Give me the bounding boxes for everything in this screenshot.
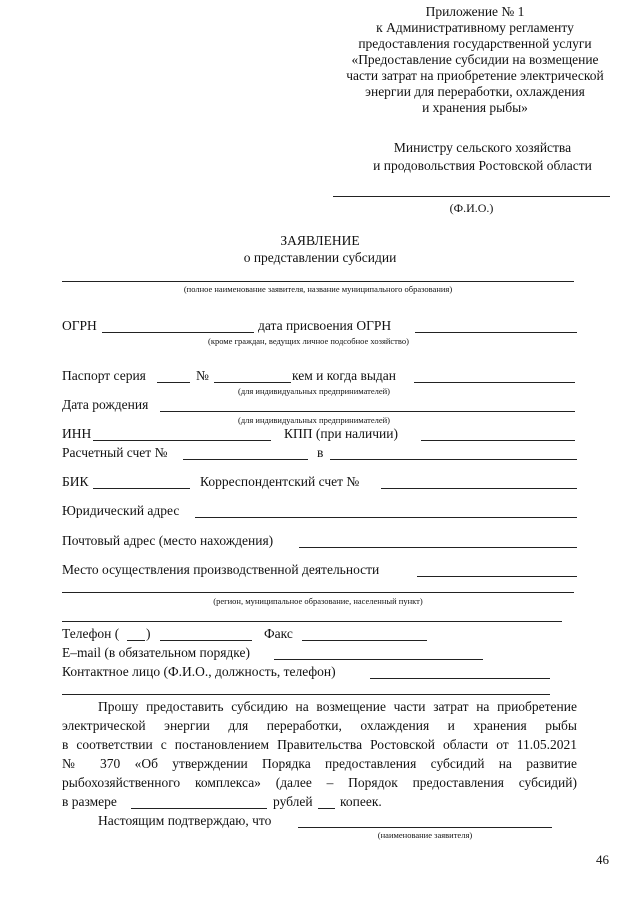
ogrn-date-label: дата присвоения ОГРН [258,318,392,333]
birth-date-caption: (для индивидуальных предпринимателей) [238,415,391,425]
body-line-2: электрической энергии для переработки, охлаждения и хранения рыбы [62,718,577,733]
addressee-fio-caption: (Ф.И.О.) [449,201,494,215]
phone-close: ) [146,626,151,641]
email-field[interactable] [274,659,483,660]
amount-kopecks-field[interactable] [318,808,335,809]
ogrn-field[interactable] [102,332,254,333]
passport-number-field[interactable] [214,382,291,383]
appendix-line-6: энергии для переработки, охлаждения [365,84,585,99]
activity-place-field[interactable] [417,576,577,577]
addressee-line-1: Министру сельского хозяйства [393,140,572,155]
bik-label: БИК [62,474,89,489]
activity-place-label: Место осуществления производственной деятельности [62,562,380,577]
passport-series-label: Паспорт серия [62,368,146,383]
birth-date-label: Дата рождения [62,397,149,412]
amount-kopecks-label: копеек. [340,794,382,809]
body-line-5: рыбохозяйственного комплекса» (далее – Порядок предоставления субсидий) [62,775,577,790]
body-line-4: № 370 «Об утверждении Порядка предоставления субсидий на развитие [62,756,577,771]
appendix-line-7: и хранения рыбы» [422,100,528,115]
bank-name-field[interactable] [330,459,577,460]
contact-label: Контактное лицо (Ф.И.О., должность, телефон) [62,664,336,679]
document-title: ЗАЯВЛЕНИЕ [280,233,360,248]
applicant-name-caption: (полное наименование заявителя, название муниципального образования) [183,284,453,294]
passport-number-label: № [196,368,209,383]
legal-address-field[interactable] [195,517,577,518]
kpp-field[interactable] [421,440,575,441]
region-caption: (регион, муниципальное образование, населенный пункт) [213,596,423,606]
account-in-label: в [317,445,324,460]
passport-series-field[interactable] [157,382,190,383]
appendix-line-5: части затрат на приобретение электрической [346,68,604,83]
amount-rubles-label: рублей [273,794,313,809]
contact-field[interactable] [370,678,550,679]
addressee-line-2: и продовольствия Ростовской области [373,158,592,173]
birth-date-field[interactable] [160,411,575,412]
account-label: Расчетный счет № [62,445,168,460]
confirm-label: Настоящим подтверждаю, что [98,813,272,828]
inn-field[interactable] [93,440,271,441]
activity-place-field-2[interactable] [62,592,574,593]
legal-address-label: Юридический адрес [62,503,180,518]
fax-field[interactable] [302,640,427,641]
extra-field[interactable] [62,621,562,622]
phone-label: Телефон ( [62,626,120,641]
body-line-3: в соответствии с постановлением Правительства Ростовской области от 11.05.2021 [62,737,577,752]
amount-prefix: в размере [62,794,117,809]
addressee-fio-line[interactable] [333,196,610,197]
contact-field-2[interactable] [62,694,550,695]
ogrn-date-field[interactable] [415,332,577,333]
amount-rubles-field[interactable] [131,808,267,809]
account-field[interactable] [183,459,308,460]
postal-address-label: Почтовый адрес (место нахождения) [62,533,274,548]
appendix-line-1: Приложение № 1 [425,4,525,19]
confirm-caption: (наименование заявителя) [377,830,473,840]
corr-account-label: Корреспондентский счет № [200,474,360,489]
email-label: E–mail (в обязательном порядке) [62,645,251,660]
corr-account-field[interactable] [381,488,577,489]
bik-field[interactable] [93,488,190,489]
postal-address-field[interactable] [299,547,577,548]
passport-issued-field[interactable] [414,382,575,383]
fax-label: Факс [264,626,293,641]
page-number: 46 [596,852,609,867]
phone-field[interactable] [160,640,252,641]
appendix-line-4: «Предоставление субсидии на возмещение [351,52,599,67]
inn-label: ИНН [62,426,92,441]
appendix-line-2: к Административному регламенту [376,20,574,35]
body-line-1: Прошу предоставить субсидию на возмещение части затрат на приобретение [98,699,577,714]
phone-code-field[interactable] [127,640,145,641]
confirm-field[interactable] [298,827,552,828]
kpp-label: КПП (при наличии) [284,426,398,441]
ogrn-caption: (кроме граждан, ведущих личное подсобное хозяйство) [208,336,409,346]
passport-issued-label: кем и когда выдан [292,368,396,383]
passport-caption: (для индивидуальных предпринимателей) [238,386,391,396]
ogrn-label: ОГРН [62,318,97,333]
document-subtitle: о представлении субсидии [243,250,397,265]
appendix-line-3: предоставления государственной услуги [358,36,592,51]
applicant-name-line[interactable] [62,281,574,282]
